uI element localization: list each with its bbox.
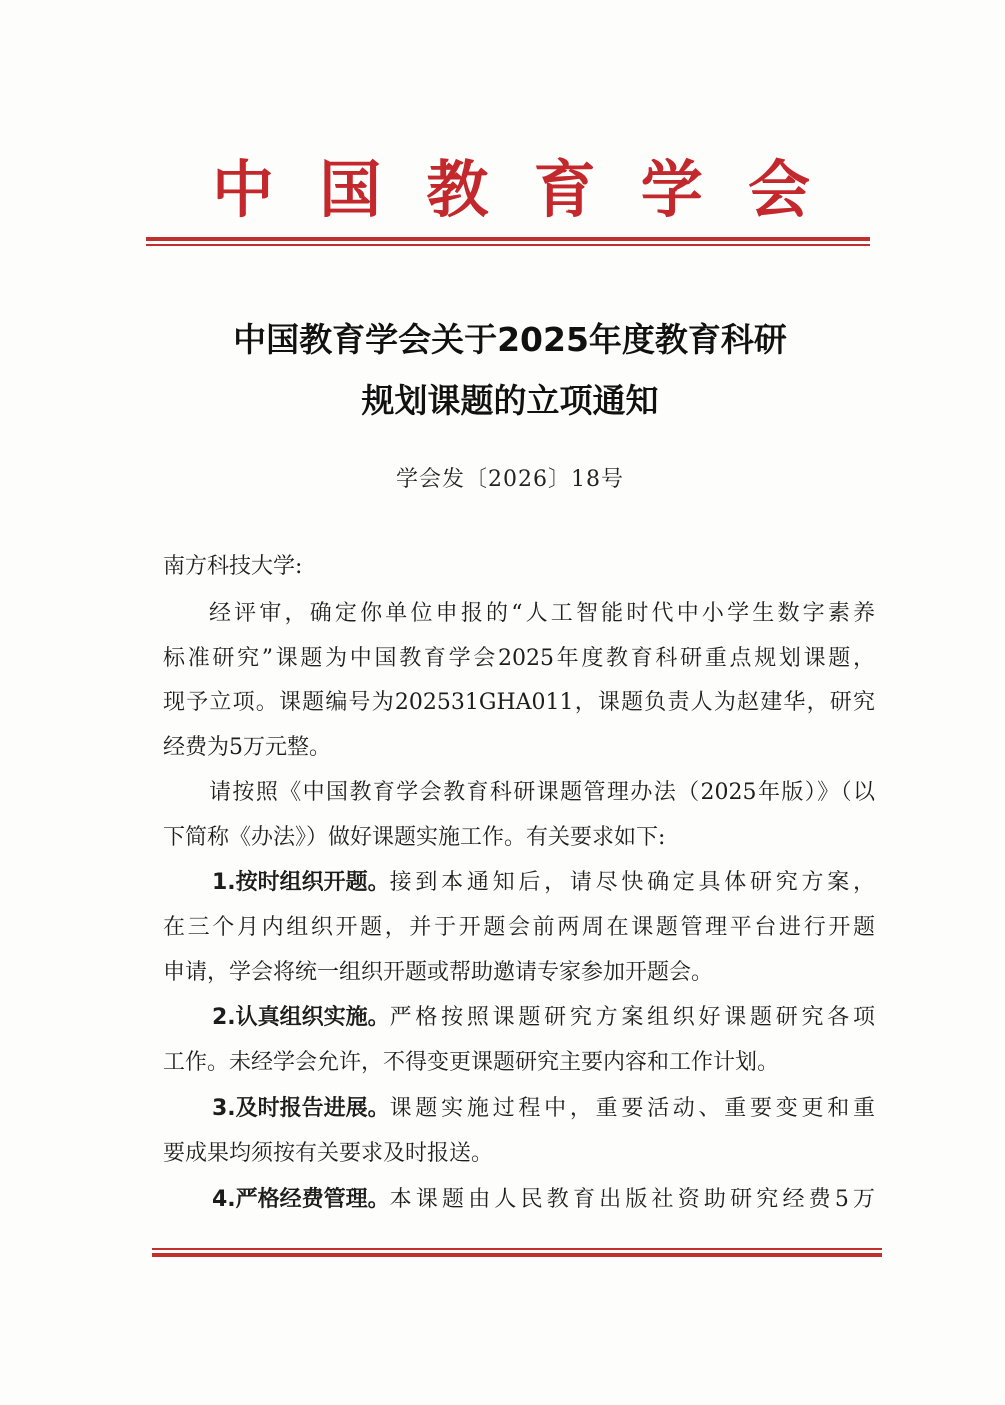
body-line: 工作。未经学会允许，不得变更课题研究主要内容和工作计划。 xyxy=(163,1050,780,1075)
body-line: 在三个月内组织开题，并于开题会前两周在课题管理平台进行开题 xyxy=(163,915,875,940)
requirement-heading: 3.及时报告进展。 xyxy=(212,1096,390,1121)
org-name-char: 学 xyxy=(640,153,703,226)
requirement-item-4 xyxy=(212,1189,875,1211)
notice-title-line1: 中国教育学会关于2025年度教育科研 xyxy=(233,320,787,359)
org-name-char: 国 xyxy=(319,153,382,226)
requirement-text: 接到本通知后，请尽快确定具体研究方案， xyxy=(389,870,875,895)
body-line: 现予立项。课题编号为202531GHA011，课题负责人为赵建华，研究 xyxy=(163,690,875,715)
org-name-char: 会 xyxy=(747,153,810,226)
requirement-heading: 2.认真组织实施。 xyxy=(212,1005,390,1030)
body-line: 经费为5万元整。 xyxy=(163,735,331,760)
footer-rule-thin xyxy=(152,1248,882,1250)
body-line: 标准研究”课题为中国教育学会2025年度教育科研重点规划课题， xyxy=(163,646,875,671)
org-name-char: 中 xyxy=(212,153,275,226)
notice-title-line2: 规划课题的立项通知 xyxy=(361,381,659,420)
requirement-heading: 4.严格经费管理。 xyxy=(212,1187,390,1212)
requirement-item-1 xyxy=(212,872,875,894)
body-line: 请按照《中国教育学会教育科研课题管理办法（2025年版）》（以 xyxy=(209,780,875,805)
org-header xyxy=(150,150,870,230)
requirement-heading: 1.按时组织开题。 xyxy=(212,870,390,895)
requirement-item-3 xyxy=(212,1098,875,1120)
header-rule-thin xyxy=(146,244,870,246)
body-line: 申请，学会将统一组织开题或帮助邀请专家参加开题会。 xyxy=(163,960,714,985)
requirement-text: 严格按照课题研究方案组织好课题研究各项 xyxy=(389,1005,875,1030)
requirement-text: 本课题由人民教育出版社资助研究经费5万 xyxy=(389,1187,875,1212)
body-line: 经评审，确定你单位申报的“人工智能时代中小学生数字素养 xyxy=(209,601,875,626)
document-number: 学会发〔2026〕18号 xyxy=(396,467,624,492)
requirement-item-2 xyxy=(212,1007,875,1029)
body-line: 要成果均须按有关要求及时报送。 xyxy=(163,1141,494,1166)
requirement-text: 课题实施过程中，重要活动、重要变更和重 xyxy=(389,1096,875,1121)
header-rule-thick xyxy=(146,237,870,241)
body-line: 下简称《办法》）做好课题实施工作。有关要求如下: xyxy=(163,825,666,850)
org-name-char: 教 xyxy=(426,153,489,226)
addressee: 南方科技大学: xyxy=(163,554,303,579)
footer-rule-thick xyxy=(152,1253,882,1257)
org-name-char: 育 xyxy=(533,153,596,226)
